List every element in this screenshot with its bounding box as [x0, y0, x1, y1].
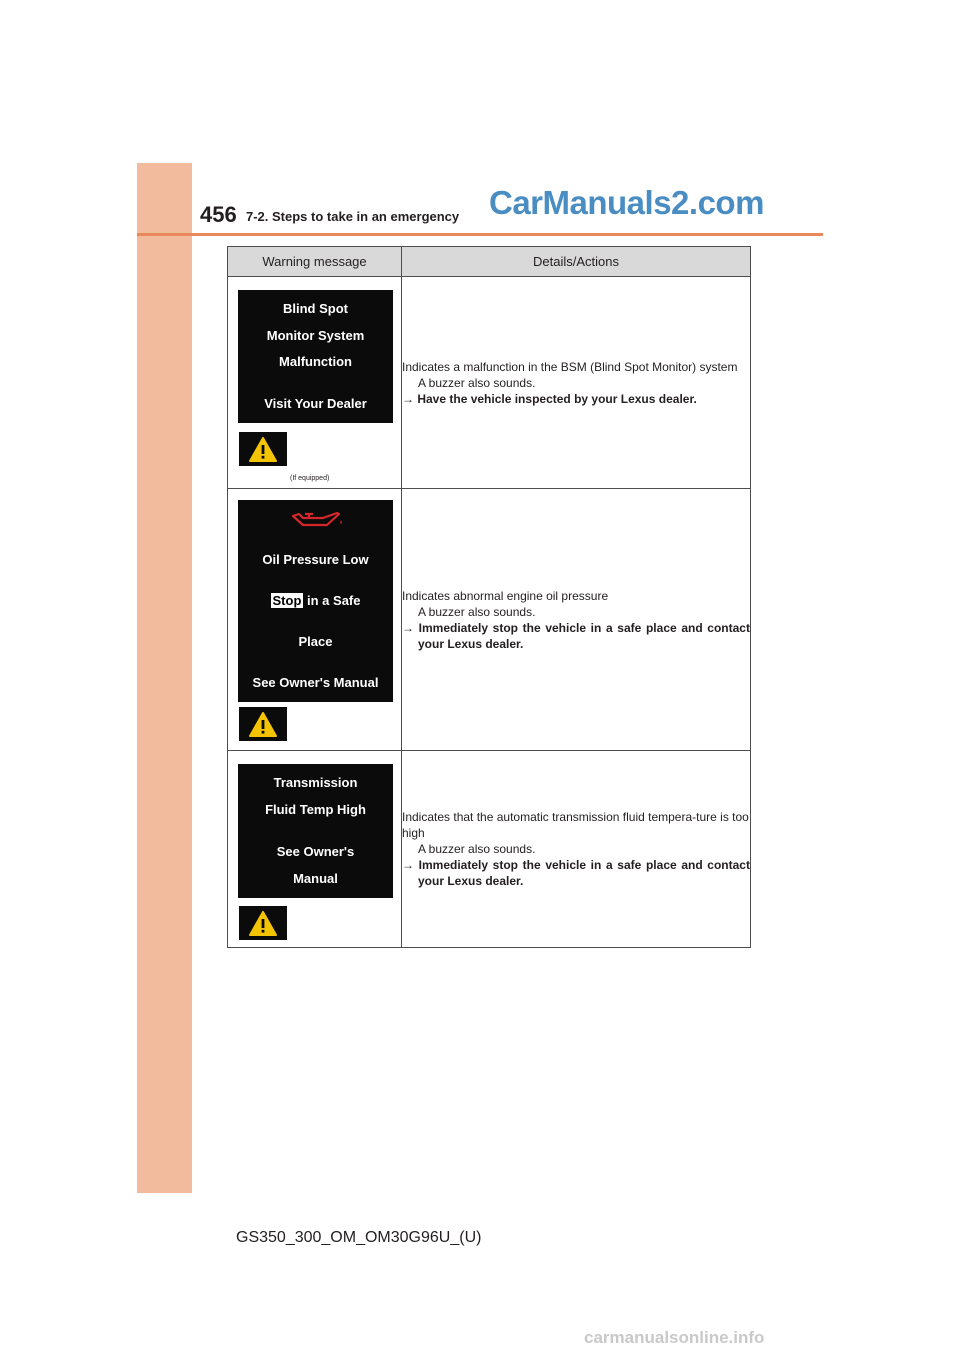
description-text: Indicates that the automatic transmission fluid tempera-ture is too high: [402, 810, 749, 840]
header-rule: [137, 233, 823, 236]
warning-table: [227, 246, 751, 948]
screen-line: Fluid Temp High: [265, 802, 366, 818]
warning-triangle-icon: [249, 437, 277, 462]
screen-line: See Owner's: [276, 843, 355, 859]
warning-tile: [239, 707, 287, 741]
warning-triangle-icon: [249, 712, 277, 737]
warning-image-cell: [228, 277, 402, 489]
warning-image-cell: [228, 751, 402, 948]
screen-line: Stop in a Safe: [272, 593, 361, 608]
table-row: [228, 489, 751, 751]
buzzer-text: A buzzer also sounds.: [418, 375, 536, 390]
action-text: [402, 391, 750, 407]
document-code: GS350_300_OM_OM30G96U_(U): [236, 1229, 482, 1246]
column-header-details: Details/Actions: [402, 247, 751, 277]
action-text: [402, 857, 750, 889]
action-label: Immediately stop the vehicle in a safe place and contact your Lexus dealer.: [418, 858, 750, 888]
side-tab: [137, 163, 192, 1193]
display-screen: [238, 764, 393, 898]
action-label: Have the vehicle inspected by your Lexus dealer.: [417, 391, 697, 406]
screen-line: Visit Your Dealer: [264, 395, 367, 411]
watermark-top: CarManuals2.com: [489, 184, 764, 221]
page-number: 456: [200, 202, 237, 227]
warning-triangle-icon: [249, 911, 277, 936]
arrow-icon: →: [402, 391, 414, 406]
screen-line: Blind Spot: [283, 301, 348, 317]
details-cell: [402, 489, 751, 751]
arrow-icon: →: [402, 858, 414, 872]
warning-tile: [239, 906, 287, 940]
details-cell: [402, 277, 751, 489]
action-text: [402, 620, 750, 652]
details-cell: [402, 751, 751, 948]
buzzer-text: A buzzer also sounds.: [418, 842, 536, 856]
section-title: 7-2. Steps to take in an emergency: [246, 209, 460, 224]
warning-image-cell: [228, 489, 402, 751]
if-equipped-note: (If equipped): [290, 475, 330, 482]
description-text: Indicates abnormal engine oil pressure: [402, 588, 609, 603]
screen-line: Monitor System: [266, 327, 365, 343]
display-screen: [238, 500, 393, 702]
description-text: Indicates a malfunction in the BSM (Blind Spot Monitor) system: [402, 359, 738, 374]
screen-line: Malfunction: [279, 354, 352, 370]
table-row: [228, 277, 751, 489]
table-header-row: [228, 247, 751, 277]
column-header-warning: Warning message: [228, 247, 402, 277]
warning-tile: [239, 432, 287, 466]
watermark-bottom: carmanualsonline.info: [584, 1328, 765, 1347]
arrow-icon: →: [402, 620, 414, 635]
buzzer-text: A buzzer also sounds.: [418, 604, 536, 619]
action-label: Immediately stop the vehicle in a safe place and contact your Lexus dealer.: [418, 620, 750, 651]
table-row: [228, 751, 751, 948]
screen-line: Transmission: [273, 775, 358, 791]
oil-can-icon: [289, 508, 343, 528]
screen-line: Oil Pressure Low: [262, 552, 369, 567]
stop-highlight: Stop: [272, 593, 302, 608]
screen-line: Place: [298, 634, 333, 649]
display-screen: [238, 290, 393, 423]
screen-line: See Owner's Manual: [252, 675, 379, 690]
screen-line: Manual: [293, 870, 338, 886]
